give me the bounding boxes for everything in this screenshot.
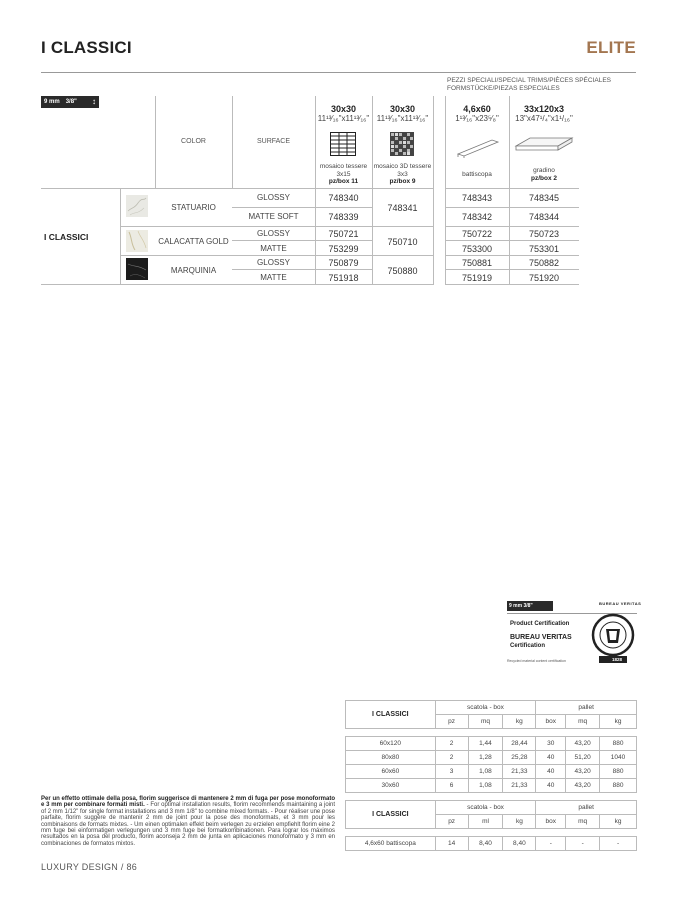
format-size: 4,6x60	[463, 104, 491, 114]
cell: 60x60	[346, 765, 436, 779]
installation-note	[41, 796, 335, 847]
cell: 30x60	[346, 779, 436, 793]
grid-line	[120, 188, 121, 284]
thickness-arrow-icon: ↕	[92, 97, 96, 106]
row-divider	[232, 207, 372, 208]
cell: 14	[435, 837, 468, 851]
surface: GLOSSY	[257, 258, 290, 267]
article-code: 748343	[461, 193, 493, 203]
cell: 1,28	[468, 751, 503, 765]
article-code: 748341	[387, 203, 418, 213]
table-row	[346, 737, 637, 751]
table-bottom	[445, 284, 579, 285]
surface: MATTE	[260, 244, 287, 253]
row-divider	[445, 255, 579, 256]
cell: 880	[600, 779, 637, 793]
brand-name: ELITE	[586, 38, 636, 57]
cell: 43,20	[566, 779, 600, 793]
cell: 25,28	[503, 751, 536, 765]
surface: MATTE	[260, 273, 287, 282]
table-row	[346, 779, 637, 793]
cell: 30	[536, 737, 566, 751]
row-divider	[232, 269, 372, 270]
special-trims-label: PEZZI SPECIALI/SPECIAL TRIMS/PIÈCES SPÉCIALES FORMSTÜCKE/PIEZAS ESPECIALES	[447, 77, 611, 92]
cert-line2: BUREAU VERITAS	[510, 634, 572, 641]
article-code: 750721	[328, 229, 359, 239]
cell: 43,20	[566, 765, 600, 779]
row-divider	[232, 240, 372, 241]
packing-subheader: kg	[503, 815, 536, 829]
packing-subheader: kg	[600, 715, 637, 729]
cell: 28,44	[503, 737, 536, 751]
cell: 2	[435, 751, 468, 765]
format-desc	[372, 163, 433, 186]
format-inch: 11¹³⁄₁₆"x11¹³⁄₁₆"	[317, 114, 370, 123]
packing-series: I CLASSICI	[346, 701, 436, 729]
row-divider	[445, 226, 579, 227]
article-code: 748339	[328, 212, 359, 222]
article-code: 751920	[528, 273, 560, 283]
column-header-color: COLOR	[181, 138, 206, 145]
article-code: 748340	[328, 193, 359, 203]
cell: 2	[435, 737, 468, 751]
packing-subheader: mq	[566, 715, 600, 729]
cell: -	[600, 837, 637, 851]
cell: 40	[536, 779, 566, 793]
seal-text: BUREAU VERITAS	[599, 601, 642, 606]
packing-group-pallet: pallet	[536, 801, 637, 815]
cell: 880	[600, 737, 637, 751]
cert-line4: Recycled material content certification	[507, 659, 566, 663]
format-box: pz/box 9	[389, 178, 416, 185]
packing-subheader: mq	[566, 815, 600, 829]
seal-year: 1828	[611, 657, 622, 662]
cert-line3: Certification	[510, 643, 546, 649]
packing-subheader: pz	[435, 815, 468, 829]
cell: 21,33	[503, 779, 536, 793]
row-divider	[120, 255, 434, 256]
format-desc-text: battiscopa	[462, 171, 492, 178]
packing-series: I CLASSICI	[346, 801, 436, 829]
header-divider	[445, 188, 579, 189]
mosaic-3d-icon	[390, 132, 414, 156]
table-row	[346, 837, 637, 851]
row-divider	[445, 240, 579, 241]
article-code: 748345	[528, 193, 560, 203]
cell: 80x80	[346, 751, 436, 765]
table-bottom	[41, 284, 434, 285]
cert-thickness-badge: 9 mm 3/8"	[507, 601, 553, 611]
article-code: 751919	[461, 273, 493, 283]
packing-subheader: box	[536, 715, 566, 729]
cell: 21,33	[503, 765, 536, 779]
article-code: 750710	[387, 237, 418, 247]
cell: 8,40	[468, 837, 503, 851]
cell: 4,6x60 battiscopa	[346, 837, 436, 851]
cell: 40	[536, 751, 566, 765]
cell: 3	[435, 765, 468, 779]
cert-line1: Product Certification	[510, 621, 570, 627]
format-inch: 13"x47¹/₄"x1¹/₁₆"	[515, 114, 573, 123]
format-size: 30x30	[389, 104, 416, 114]
page-title: I CLASSICI	[41, 38, 132, 57]
column-header-surface: SURFACE	[256, 138, 291, 145]
packing-subheader: ml	[468, 815, 503, 829]
format-desc-text: gradino	[533, 167, 555, 174]
surface: GLOSSY	[257, 193, 290, 202]
top-divider	[41, 72, 636, 73]
article-code: 748344	[528, 212, 560, 222]
cell: 40	[536, 765, 566, 779]
format-inch: 11¹³⁄₁₆"x11¹³⁄₁₆"	[376, 114, 429, 123]
format-desc	[445, 171, 509, 179]
packing-subheader: mq	[468, 715, 503, 729]
cell: -	[536, 837, 566, 851]
cell: 60x120	[346, 737, 436, 751]
cell: 1,08	[468, 779, 503, 793]
calacatta-gold-swatch	[126, 230, 148, 252]
cell: 1,44	[468, 737, 503, 751]
cell: 43,20	[566, 737, 600, 751]
skirting-icon	[456, 134, 500, 158]
cell: -	[566, 837, 600, 851]
article-code: 750879	[328, 258, 359, 268]
cell: 8,40	[503, 837, 536, 851]
cell: 1,08	[468, 765, 503, 779]
packing-subheader: box	[536, 815, 566, 829]
thickness-mm: 9 mm	[44, 99, 60, 105]
certification-block	[507, 601, 642, 665]
row-divider	[445, 207, 579, 208]
format-size: 33x120x3	[523, 104, 565, 114]
packing-table	[345, 700, 637, 793]
row-divider	[120, 226, 434, 227]
format-size: 30x30	[330, 104, 357, 114]
table-row	[346, 765, 637, 779]
cell: 1040	[600, 751, 637, 765]
row-divider	[445, 269, 579, 270]
format-desc-text: mosaico tessere 3x15	[319, 163, 368, 178]
mosaic-strips-icon	[330, 132, 356, 156]
series-label: I CLASSICI	[44, 232, 89, 242]
thickness-badge	[41, 96, 99, 108]
page-footer: LUXURY DESIGN / 86	[41, 862, 138, 872]
format-inch: 1¹³⁄₁₆"x23⁵⁄₈"	[455, 114, 499, 123]
color-name: STATUARIO	[171, 203, 216, 212]
packing-group-box: scatola - box	[435, 801, 536, 815]
article-code: 750723	[528, 229, 560, 239]
packing-group-pallet: pallet	[536, 701, 637, 715]
thickness-inch: 3/8"	[65, 99, 77, 105]
article-code: 751918	[328, 273, 359, 283]
header-divider	[41, 188, 434, 189]
article-code: 748342	[461, 212, 493, 222]
cell: 51,20	[566, 751, 600, 765]
article-code: 753299	[328, 244, 359, 254]
color-name: CALACATTA GOLD	[158, 237, 229, 246]
spacer	[346, 829, 637, 837]
format-desc	[509, 167, 579, 182]
article-code: 750882	[528, 258, 560, 268]
format-box: pz/box 11	[328, 178, 359, 185]
step-tread-icon	[514, 136, 574, 154]
note-bold: Per un effetto ottimale della posa, florim suggerisce di mantenere 2 mm di fuga per pose monoformato e 3 mm per combinare formati misti.	[41, 796, 335, 809]
packing-subheader: pz	[435, 715, 468, 729]
surface: MATTE SOFT	[248, 212, 299, 221]
packing-subheader: kg	[503, 715, 536, 729]
article-code: 753300	[461, 244, 493, 254]
packing-group-box: scatola - box	[435, 701, 536, 715]
marquinia-swatch	[126, 258, 148, 280]
cell: 6	[435, 779, 468, 793]
format-box: pz/box 2	[530, 174, 557, 182]
statuario-swatch	[126, 195, 148, 217]
packing-table-trims	[345, 800, 637, 851]
article-code: 750880	[387, 266, 418, 276]
table-row	[346, 751, 637, 765]
format-desc	[315, 163, 372, 186]
article-code: 750722	[461, 229, 493, 239]
surface: GLOSSY	[257, 229, 290, 238]
cell: 880	[600, 765, 637, 779]
spacer	[346, 729, 637, 737]
article-code: 753301	[528, 244, 560, 254]
color-name: MARQUINIA	[170, 266, 217, 275]
packing-subheader: kg	[600, 815, 637, 829]
format-desc-text: mosaico 3D tessere 3x3	[373, 163, 432, 178]
article-code: 750881	[461, 258, 493, 268]
note-rest: - For optimal installation results, florim recommends maintaining a joint of 2 mm 1/12" for single format installations and 3 mm 1/8" to combine mixed formats. - Pour réaliser une pose parfaite, florim suggère de mantenir 2 mm de joint pour la pose des monoformats, et 3 mm pour les combinaisons de formats mixtes. - Um einen optimalen effekt beim verlegen zu erzielen empfiehlt florim eine 2 mm fuge bei einformatigen verlegungen und 3 mm fuge bei formatkombinationen. Para lograr los máximos resultados en la posa del producto, florim aconseja 2 mm de junta en aplicaciones monoformato y 3 mm en combinaciones de formatos mixtos.	[41, 802, 336, 847]
